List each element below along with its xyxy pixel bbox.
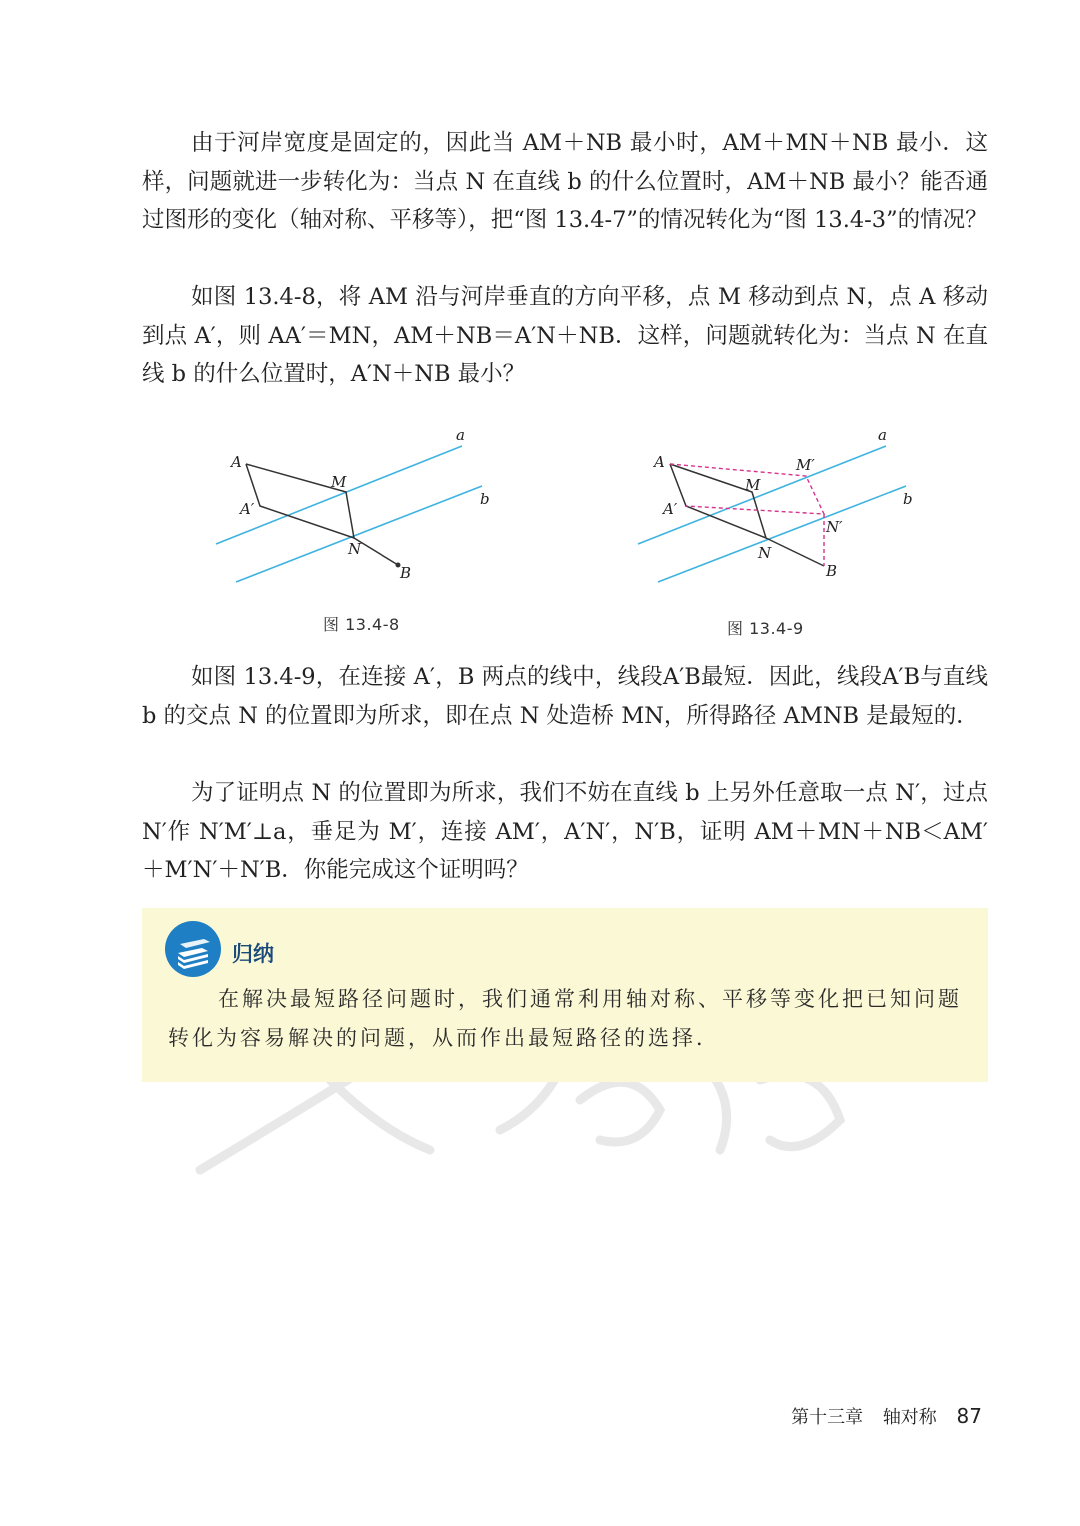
label-N: N [348, 540, 362, 558]
label-M: M [331, 473, 347, 491]
label-B: B [826, 562, 838, 580]
summary-box [142, 908, 988, 1082]
river-line-b [236, 486, 482, 582]
label-M-prime: M′ [796, 456, 815, 474]
book-stack-icon [164, 920, 222, 978]
river-line-b [658, 486, 906, 582]
label-b: b [903, 490, 913, 508]
page-footer [777, 1403, 982, 1429]
label-M: M [745, 476, 761, 494]
segment-NB [766, 538, 824, 566]
figure-13-4-9-diagram [630, 420, 930, 600]
page-number: 87 [956, 1404, 982, 1428]
label-B: B [400, 564, 412, 582]
figure-13-4-8-diagram [200, 420, 520, 600]
figure-13-4-9 [630, 420, 930, 604]
section-label: 轴对称 [882, 1407, 937, 1428]
figure-13-4-9-caption: 图 13.4-9 [727, 619, 804, 638]
paragraph-1: 由于河岸宽度是固定的，因此当 AM＋NB 最小时，AM＋MN＋NB 最小．这样，问题就进一步转化为：当点 N 在直线 b 的什么位置时，AM＋NB 最小？能否通过图形的变化（轴对称、平移等），把“图 13.4-7”的情况转化为“图 13.4-3”的情况？ [142, 130, 988, 233]
label-b: b [480, 490, 490, 508]
paragraph-3: 如图 13.4-9，在连接 A′，B 两点的线中，线段A′B最短．因此，线段A′B与直线 b 的交点 N 的位置即为所求，即在点 N 处造桥 MN，所得路径 AMNB 是最短的． [142, 664, 988, 729]
summary-title: 归纳 [232, 942, 274, 966]
river-line-a [216, 446, 462, 544]
paragraph-2: 如图 13.4-8，将 AM 沿与河岸垂直的方向平移，点 M 移动到点 N，点 A 移动到点 A′，则 AA′＝MN，AM＋NB＝A′N＋NB．这样，问题就转化为：当点 N 在直线 b 的什么位置时，A′N＋NB 最小？ [142, 284, 988, 387]
chapter-label: 第十三章 [791, 1407, 864, 1428]
label-a: a [456, 426, 465, 444]
label-N-prime: N′ [826, 518, 843, 536]
label-A: A [654, 453, 665, 471]
summary-text: 在解决最短路径问题时，我们通常利用轴对称、平移等变化把已知问题转化为容易解决的问题，从而作出最短路径的选择． [168, 987, 962, 1050]
river-line-a [638, 446, 886, 544]
label-A: A [231, 453, 242, 471]
figure-13-4-8-caption: 图 13.4-8 [323, 615, 400, 634]
figure-13-4-8 [200, 420, 520, 604]
label-N: N [758, 544, 772, 562]
label-a: a [878, 426, 887, 444]
label-A-prime: A′ [663, 500, 678, 518]
paragraph-4: 为了证明点 N 的位置即为所求，我们不妨在直线 b 上另外任意取一点 N′，过点 N′作 N′M′⊥a，垂足为 M′，连接 AM′，A′N′，N′B，证明 AM＋MN＋NB＜AM′＋M′N′＋N′B．你能完成这个证明吗？ [142, 780, 988, 883]
label-A-prime: A′ [240, 500, 255, 518]
